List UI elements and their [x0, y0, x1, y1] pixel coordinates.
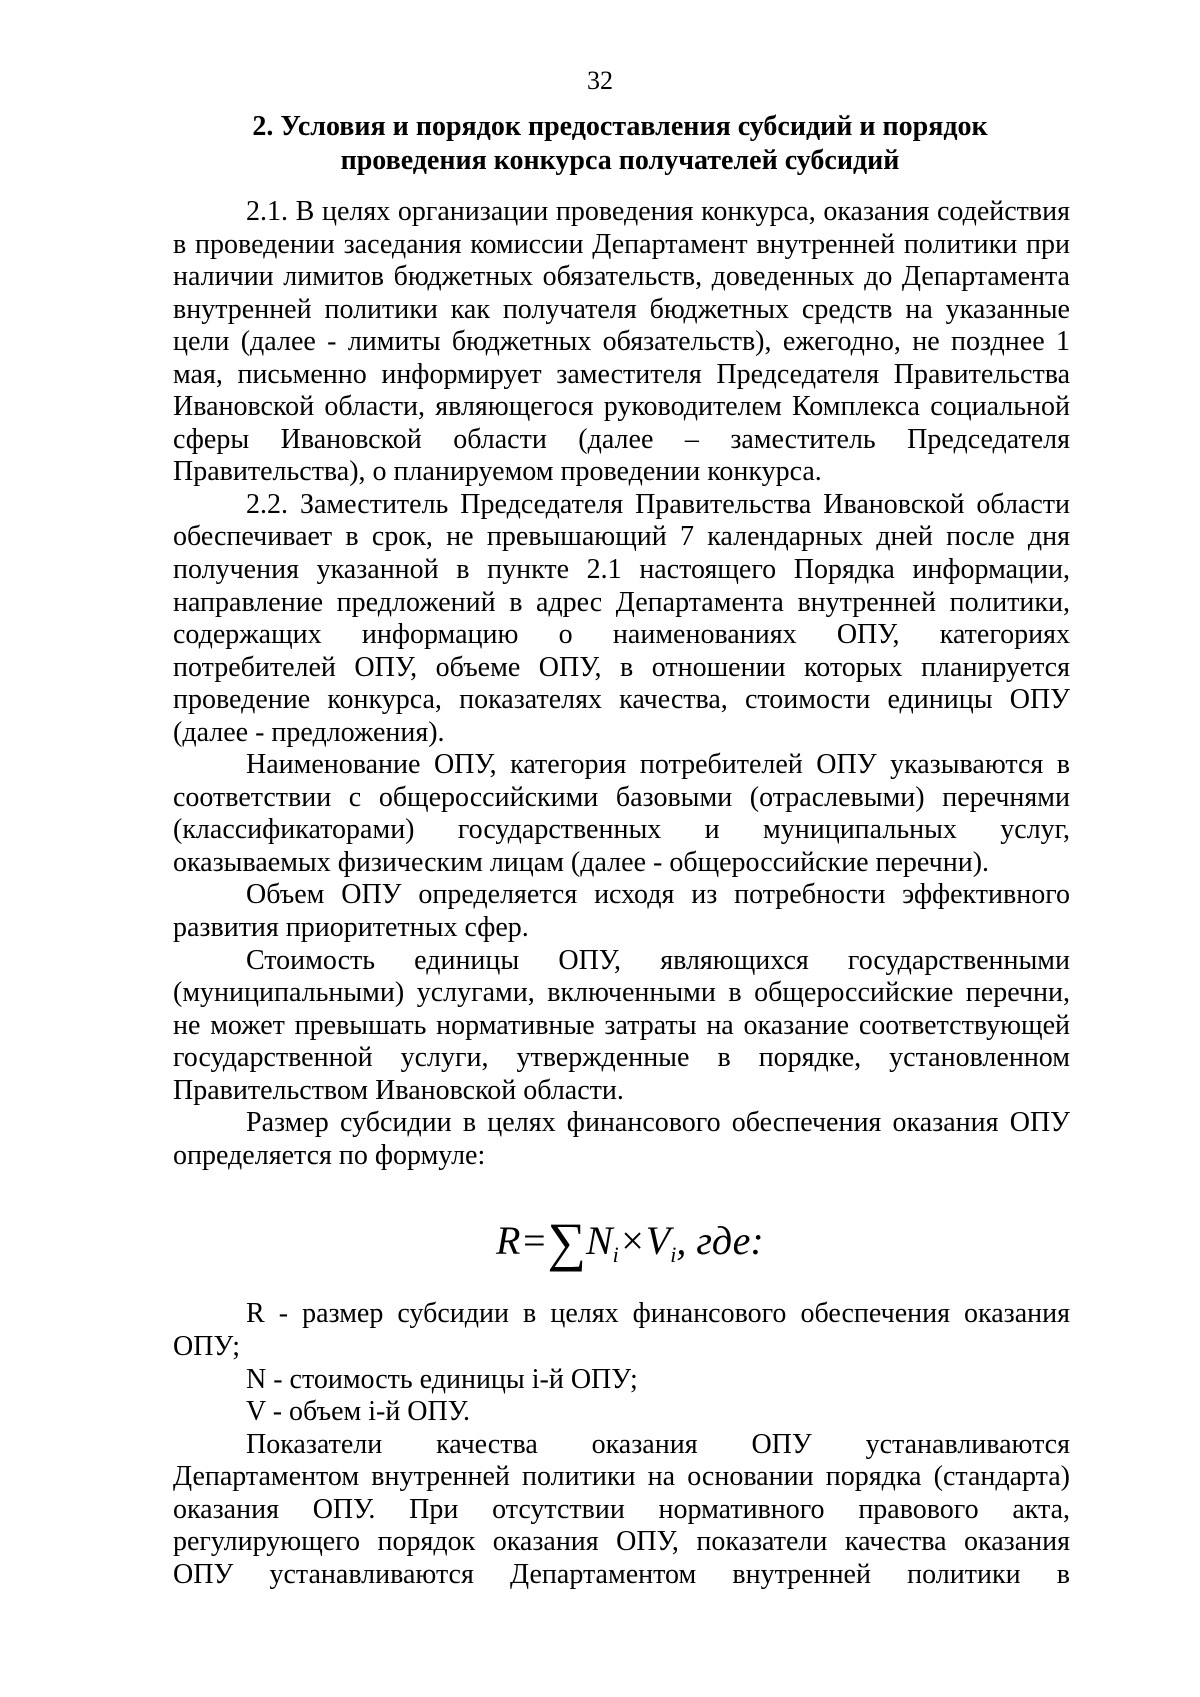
paragraph-quality: Показатели качества оказания ОПУ устанавливаются Департаментом внутренней политики на основании порядка (стандарта) оказания ОПУ. При отсутствии нормативного правового акта, регулирующего порядок оказания ОПУ, показатели качества оказания ОПУ устанавливаются Департаментом внутренней политики в	[173, 1428, 1070, 1590]
heading-line-1: 2. Условия и порядок предоставления субсидий и порядок	[252, 111, 988, 142]
heading-line-2: проведения конкурса получателей субсидий	[340, 145, 900, 176]
definition-n: N - стоимость единицы i-й ОПУ;	[246, 1363, 638, 1395]
paragraph-volume: Объем ОПУ определяется исходя из потребности эффективного развития приоритетных сфер.	[173, 879, 1070, 944]
sigma-icon: ∑	[547, 1212, 586, 1273]
paragraph-cost: Стоимость единицы ОПУ, являющихся государственными (муниципальными) услугами, включенными в общероссийские перечни, не может превышать нормативные затраты на оказание соответствующей государственной услуги, утвержденные в порядке, установленном Правительством Ивановской области.	[173, 944, 1070, 1106]
paragraph-2-1: 2.1. В целях организации проведения конкурса, оказания содействия в проведении заседания комиссии Департамент внутренней политики при наличии лимитов бюджетных обязательств, доведенных до Департамента внутренней политики как получателя бюджетных средств на указанные цели (далее - лимиты бюджетных обязательств), ежегодно, не позднее 1 мая, письменно информирует заместителя Председателя Правительства Ивановской области, являющегося руководителем Комплекса социальной сферы Ивановской области (далее – заместитель Председателя Правительства), о планируемом проведении конкурса.	[173, 196, 1070, 488]
formula-times: ×	[618, 1218, 646, 1264]
formula-tail: , где:	[676, 1218, 764, 1264]
formula-sub-n: i	[612, 1242, 619, 1268]
paragraph-naming: Наименование ОПУ, категория потребителей ОПУ указываются в соответствии с общероссийскими базовыми (отраслевыми) перечнями (классификаторами) государственных и муниципальных услуг, оказываемых физическим лицам (далее - общероссийские перечни).	[173, 749, 1070, 878]
section-heading	[170, 110, 1070, 178]
page-number: 32	[587, 66, 613, 95]
paragraph-subsidy-size: Размер субсидии в целях финансового обеспечения оказания ОПУ определяется по формуле:	[173, 1107, 1070, 1171]
formula-sub-v: i	[670, 1242, 677, 1268]
formula-v: V	[645, 1218, 671, 1264]
subsidy-formula	[173, 1172, 1070, 1298]
formula-equals: =	[520, 1218, 548, 1264]
definition-v: V - объем i-й ОПУ.	[246, 1396, 470, 1428]
document-body	[173, 196, 1070, 1591]
formula-lhs: R	[496, 1218, 521, 1264]
definition-r: R - размер субсидии в целях финансового обеспечения оказания ОПУ;	[173, 1298, 1070, 1362]
paragraph-2-2: 2.2. Заместитель Председателя Правительства Ивановской области обеспечивает в срок, не превышающий 7 календарных дней после дня получения указанной в пункте 2.1 настоящего Порядка информации, направление предложений в адрес Департамента внутренней политики, содержащих информацию о наименованиях ОПУ, категориях потребителей ОПУ, объеме ОПУ, в отношении которых планируется проведение конкурса, показателях качества, стоимости единицы ОПУ (далее - предложения).	[173, 488, 1070, 748]
formula-n: N	[585, 1218, 613, 1264]
